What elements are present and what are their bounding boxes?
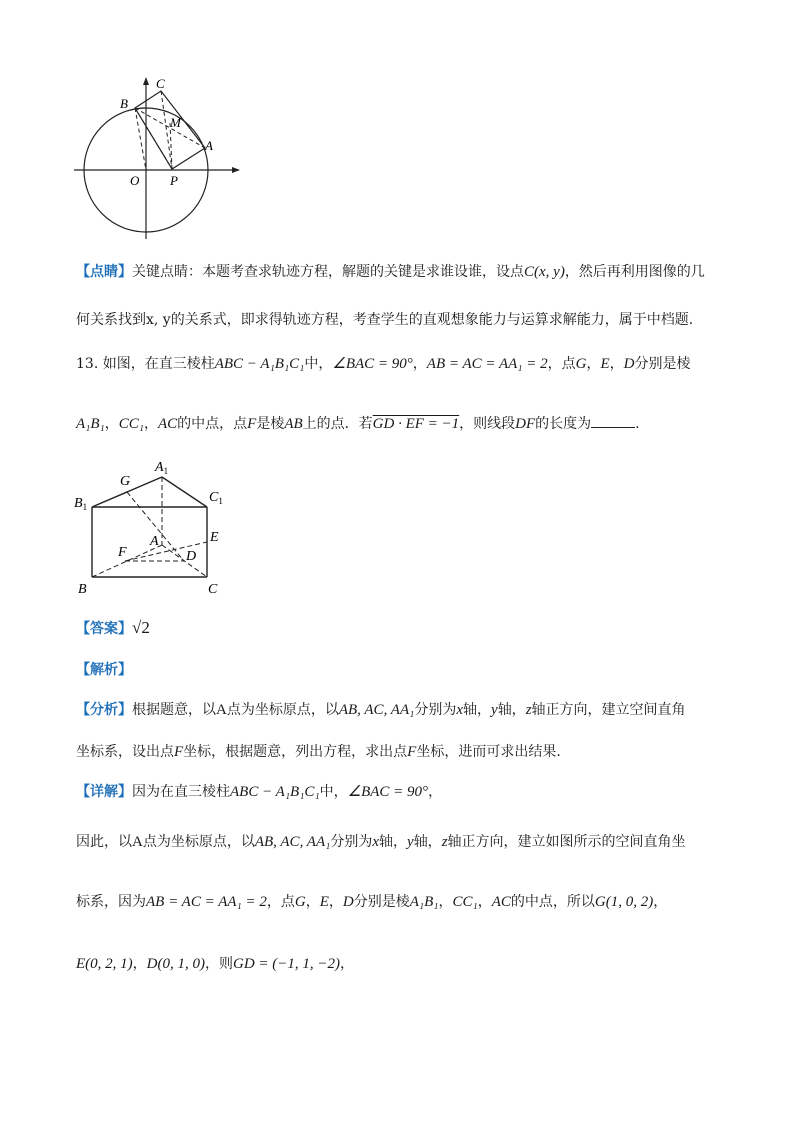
label-b1: $B_1$ [74, 496, 88, 512]
math: E(0, 2, 1) [76, 956, 133, 972]
answer-line [76, 618, 736, 639]
math: E [600, 356, 610, 372]
math: AC [491, 894, 511, 910]
answer-blank [591, 415, 635, 428]
math: y [491, 702, 498, 718]
math: D(0, 1, 0) [146, 956, 205, 972]
xiangjie-tag: 【详解】 [76, 784, 132, 800]
fenxi-tag: 【分析】 [76, 702, 132, 718]
text: ，则线段 [459, 416, 516, 432]
math: x [372, 834, 380, 850]
label-c: C [156, 76, 165, 91]
text: 分别是棱 [634, 356, 691, 372]
label-a: A [205, 138, 213, 153]
math: A₁B₁ [409, 894, 439, 910]
fenxi-line-1 [76, 700, 736, 720]
text: 的中点，所以 [510, 894, 595, 910]
math: CC₁ [118, 416, 144, 432]
math: A₁B₁ [76, 416, 105, 432]
text: ， [428, 784, 443, 800]
text: 根据题意，以 [132, 702, 216, 718]
text: 轴， [463, 702, 492, 718]
math: ABC − A₁B₁C₁ [214, 356, 305, 372]
text: ， [412, 356, 427, 372]
text: ， [653, 894, 668, 910]
text: 的长度为 [535, 416, 592, 432]
dianjing-line-2 [76, 310, 736, 330]
text: 点为坐标原点，以 [226, 702, 339, 718]
math: AC [158, 416, 178, 432]
text: 关键点睛：本题考查求轨迹方程，解题的关键是求谁设谁，设点 [132, 264, 524, 280]
label-o: O [130, 173, 140, 188]
text: 中， [319, 784, 348, 800]
math: x [456, 702, 464, 718]
math: ∠BAC = 90° [347, 784, 429, 800]
text: 的中点，点 [177, 416, 248, 432]
xiangjie-line-3 [76, 892, 736, 912]
text: ，点 [547, 356, 576, 372]
text: 点为坐标原点，以 [142, 834, 255, 850]
math: G [294, 894, 306, 910]
math: ∠BAC = 90° [332, 356, 413, 372]
label-m: M [170, 115, 181, 130]
jiexi-line [76, 660, 736, 680]
dianjing-line-1 [76, 262, 736, 282]
text: 轴正方向，建立如图所示的空间直角坐 [447, 834, 686, 850]
math: F [174, 744, 184, 760]
label-f: F [118, 545, 127, 560]
text: 何关系找到x, y的关系式，即求得轨迹方程，考查学生的直观想象能力与运算求解能力，属于中档题. [76, 312, 694, 328]
math: A [216, 702, 227, 718]
math: GD · EF = −1 [372, 416, 460, 432]
problem13-line-2 [76, 414, 736, 434]
math: G [575, 356, 587, 372]
math: G(1, 0, 2) [594, 894, 654, 910]
math: F [247, 416, 257, 432]
math: AB = AC = AA₁ = 2 [426, 356, 548, 372]
x-axis-arrow [232, 167, 240, 173]
math: AB, AC, AA₁ [254, 834, 331, 850]
label-d: D [186, 549, 197, 564]
math: E [319, 894, 329, 910]
text: 轴， [379, 834, 408, 850]
label-p: P [170, 173, 178, 188]
text: ， [340, 956, 355, 972]
text: 轴， [413, 834, 442, 850]
text: 坐标系，设出点 [76, 744, 174, 760]
text: ， [104, 416, 119, 432]
label-a1: $A_1$ [155, 460, 169, 476]
math: z [441, 834, 448, 850]
text: ， [144, 416, 158, 432]
label-e: E [210, 530, 219, 545]
text: ， [328, 894, 343, 910]
answer-value: √2 [132, 618, 150, 637]
label-g: G [120, 474, 131, 489]
math: A [132, 834, 143, 850]
math: AB [284, 416, 303, 432]
text: . [635, 416, 640, 432]
answer-tag: 【答案】 [76, 621, 132, 637]
text: 轴， [497, 702, 526, 718]
math: CC₁ [452, 894, 478, 910]
text: 上的点．若 [302, 416, 373, 432]
label-b: B [78, 582, 87, 597]
text: 标系，因为 [76, 894, 146, 910]
math: AB = AC = AA₁ = 2 [146, 894, 267, 910]
text: 分别为 [414, 702, 457, 718]
text: ，点 [266, 894, 295, 910]
math: AB, AC, AA₁ [338, 702, 415, 718]
math: D [623, 356, 635, 372]
text: ， [477, 894, 492, 910]
xiangjie-line-4 [76, 954, 736, 974]
text: 坐标，进而可求出结果. [416, 744, 561, 760]
math: D [342, 894, 354, 910]
math: F [407, 744, 417, 760]
label-c: C [208, 582, 218, 597]
text: ， [438, 894, 453, 910]
text: 分别是棱 [353, 894, 410, 910]
jiexi-tag: 【解析】 [76, 662, 132, 678]
text: ，则 [204, 956, 233, 972]
text: ，然后再利用图像的几 [564, 264, 705, 280]
dianjing-tag: 【点睛】 [76, 264, 132, 280]
text: ， [586, 356, 601, 372]
fenxi-line-2 [76, 742, 736, 762]
math: DF [515, 416, 536, 432]
label-b: B [120, 96, 128, 111]
label-c1: $C_1$ [209, 490, 223, 506]
label-a: A [150, 534, 159, 549]
math: GD = (−1, 1, −2) [232, 956, 341, 972]
math: C(x, y) [524, 264, 565, 280]
math: ABC − A₁B₁C₁ [230, 784, 320, 800]
math: z [525, 702, 532, 718]
xiangjie-line-2 [76, 832, 736, 852]
text: ， [132, 956, 147, 972]
prism-figure [70, 455, 240, 600]
circle-locus-figure [70, 75, 250, 245]
text: 是棱 [256, 416, 285, 432]
text: 因此，以 [76, 834, 132, 850]
xiangjie-line-1 [76, 782, 736, 802]
text: 分别为 [330, 834, 373, 850]
text: 13. 如图，在直三棱柱 [76, 356, 215, 372]
text: 轴正方向，建立空间直角 [531, 702, 686, 718]
y-axis-arrow [143, 77, 149, 85]
text: 坐标，根据题意，列出方程，求出点 [183, 744, 408, 760]
text: 因为在直三棱柱 [132, 784, 230, 800]
text: ， [305, 894, 320, 910]
problem13-line-1 [76, 354, 736, 374]
text: 中， [304, 356, 333, 372]
math: y [407, 834, 414, 850]
text: ， [609, 356, 624, 372]
